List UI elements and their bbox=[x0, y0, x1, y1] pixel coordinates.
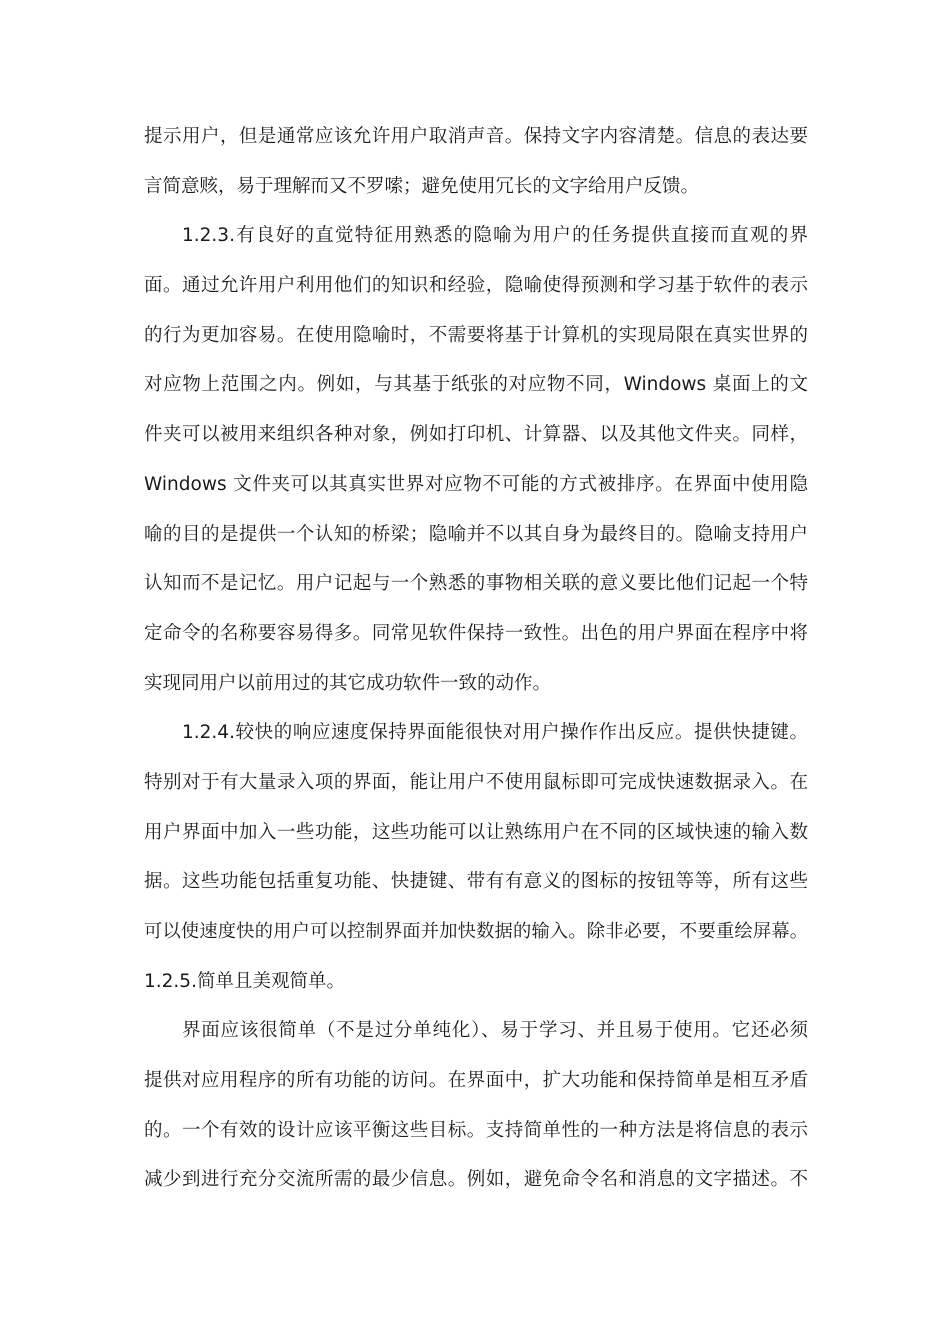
body-text bbox=[144, 112, 808, 1205]
text-line: 特别对于有大量录入项的界面，能让用户不使用鼠标即可完成快速数据录入。在 bbox=[144, 771, 808, 793]
text-line: 实现同用户以前用过的其它成功软件一致的动作。 bbox=[144, 672, 552, 694]
text-line: 对应物上范围之内。例如，与其基于纸张的对应物不同，Windows 桌面上的文 bbox=[144, 374, 808, 396]
text-line: 提示用户，但是通常应该允许用户取消声音。保持文字内容清楚。信息的表达要 bbox=[144, 126, 808, 147]
text-line: 的。一个有效的设计应该平衡这些目标。支持简单性的一种方法是将信息的表示 bbox=[144, 1119, 808, 1141]
text-line: 据。这些功能包括重复功能、快捷键、带有有意义的图标的按钮等等，所有这些 bbox=[144, 871, 808, 893]
text-line: 提供对应用程序的所有功能的访问。在界面中，扩大功能和保持简单是相互矛盾 bbox=[144, 1070, 808, 1092]
text-line: 言简意赅，易于理解而又不罗嗦；避免使用冗长的文字给用户反馈。 bbox=[144, 175, 700, 197]
text-line: 喻的目的是提供一个认知的桥梁；隐喻并不以其自身为最终目的。隐喻支持用户 bbox=[144, 523, 808, 545]
text-line: 可以使速度快的用户可以控制界面并加快数据的输入。除非必要，不要重绘屏幕。 bbox=[144, 921, 808, 942]
text-line: 用户界面中加入一些功能，这些功能可以让熟练用户在不同的区域快速的输入数 bbox=[144, 821, 808, 843]
text-line: 界面应该很简单（不是过分单纯化）、易于学习、并且易于使用。它还必须 bbox=[182, 1020, 808, 1042]
text-line: 的行为更加容易。在使用隐喻时，不需要将基于计算机的实现局限在真实世界的 bbox=[144, 324, 808, 346]
text-line: 1.2.5.简单且美观简单。 bbox=[144, 970, 345, 992]
text-line: 面。通过允许用户利用他们的知识和经验，隐喻使得预测和学习基于软件的表示 bbox=[144, 275, 808, 297]
text-line: 减少到进行充分交流所需的最少信息。例如，避免命令名和消息的文字描述。不 bbox=[144, 1169, 808, 1191]
text-line: 1.2.4.较快的响应速度保持界面能很快对用户操作作出反应。提供快捷键。 bbox=[182, 722, 808, 744]
text-line: 定命令的名称要容易得多。同常见软件保持一致性。出色的用户界面在程序中将 bbox=[144, 622, 808, 644]
text-line: 件夹可以被用来组织各种对象，例如打印机、计算器、以及其他文件夹。同样， bbox=[144, 424, 808, 446]
text-line: 认知而不是记忆。用户记起与一个熟悉的事物相关联的意义要比他们记起一个特 bbox=[144, 573, 808, 595]
text-line: 1.2.3.有良好的直觉特征用熟悉的隐喻为用户的任务提供直接而直观的界 bbox=[182, 225, 808, 247]
text-line: Windows 文件夹可以其真实世界对应物不可能的方式被排序。在界面中使用隐 bbox=[144, 473, 808, 495]
